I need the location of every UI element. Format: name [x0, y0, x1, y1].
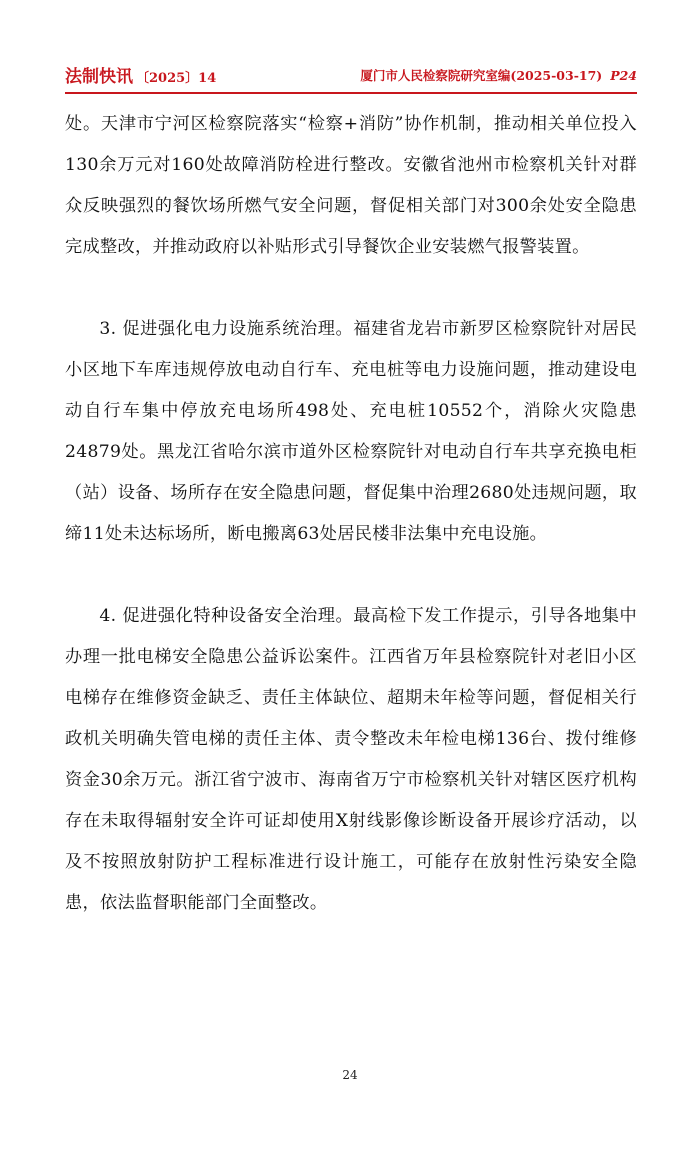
- bulletin-name: 法制快讯: [65, 67, 133, 87]
- document-body: [65, 104, 637, 924]
- paragraph-item-4: 4. 促进强化特种设备安全治理。最高检下发工作提示，引导各地集中办理一批电梯安全隐患公益诉讼案件。江西省万年县检察院针对老旧小区电梯存在维修资金缺乏、责任主体缺位、超期未年检等问题，督促相关行政机关明确失管电梯的责任主体、责令整改未年检电梯136台、拨付维修资金30余万元。浙江省宁波市、海南省万宁市检察机关针对辖区医疗机构存在未取得辐射安全许可证却使用X射线影像诊断设备开展诊疗活动，以及不按照放射防护工程标准进行设计施工，可能存在放射性污染安全隐患，依法监督职能部门全面整改。: [65, 606, 637, 913]
- header-page-tag: P24: [610, 68, 637, 83]
- page-number: 24: [342, 1068, 358, 1082]
- paragraph-gap: [65, 555, 637, 596]
- bulletin-issue: 〔2025〕14: [136, 71, 217, 86]
- editor-and-date: 厦门市人民检察院研究室编(2025-03-17): [360, 68, 603, 83]
- bulletin-source: [360, 66, 637, 84]
- bulletin-title: [65, 62, 216, 87]
- paragraph-item-3: 3. 促进强化电力设施系统治理。福建省龙岩市新罗区检察院针对居民小区地下车库违规停放电动自行车、充电桩等电力设施问题，推动建设电动自行车集中停放充电场所498处、充电桩10552个，消除火灾隐患24879处。黑龙江省哈尔滨市道外区检察院针对电动自行车共享充换电柜（站）设备、场所存在安全隐患问题，督促集中治理2680处违规问题，取缔11处未达标场所，断电搬离63处居民楼非法集中充电设施。: [65, 319, 637, 544]
- page-header: [65, 62, 637, 94]
- paragraph-gap: [65, 268, 637, 309]
- paragraph-continuation: 处。天津市宁河区检察院落实“检察+消防”协作机制，推动相关单位投入130余万元对160处故障消防栓进行整改。安徽省池州市检察机关针对群众反映强烈的餐饮场所燃气安全问题，督促相关部门对300余处安全隐患完成整改，并推动政府以补贴形式引导餐饮企业安装燃气报警装置。: [65, 114, 637, 257]
